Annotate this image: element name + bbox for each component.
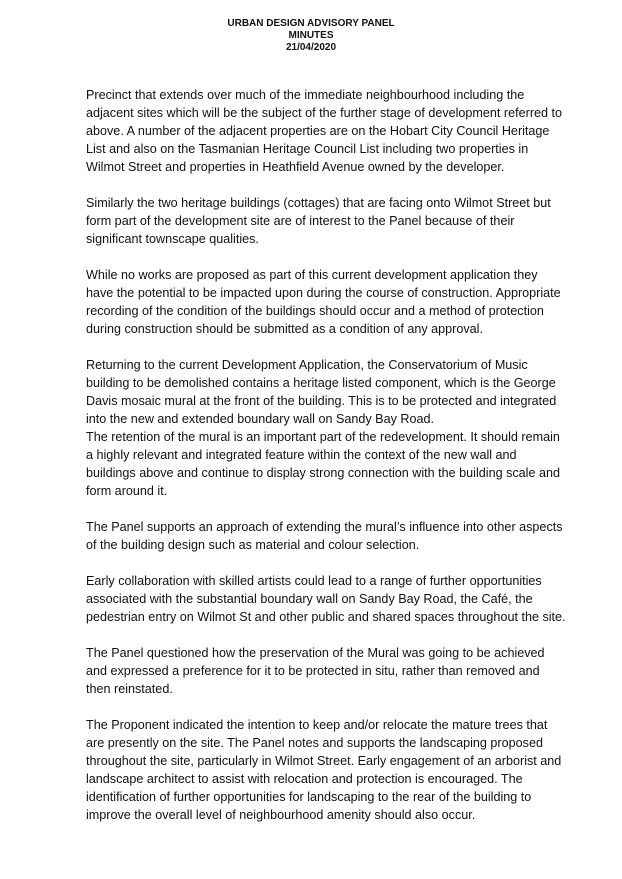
paragraph-mural-retention: The retention of the mural is an important part of the redevelopment. It should remain a highly relevant and integrated feature within the context of the new wall and buildings above and continue to display strong connection with the building scale and form around it. bbox=[86, 430, 560, 498]
paragraph-conservatorium: Returning to the current Development Application, the Conservatorium of Music building to be demolished contains a heritage listed component, which is the George Davis mosaic mural at the front of the building. This is to be protected and integrated into the new and extended boundary wall on Sandy Bay Road. bbox=[86, 358, 557, 426]
document-body bbox=[86, 86, 566, 842]
paragraph-mural-preservation: The Panel questioned how the preservation of the Mural was going to be achieved and expressed a preference for it to be protected in situ, rather than removed and then reinstated. bbox=[86, 646, 545, 696]
paragraph-artist-collaboration: Early collaboration with skilled artists could lead to a range of further opportunities associated with the substantial boundary wall on Sandy Bay Road, the Café, the pedestrian entry on Wilmot St and other public and shared spaces throughout the site. bbox=[86, 574, 566, 624]
paragraph-mural-influence: The Panel supports an approach of extending the mural’s influence into other aspects of the building design such as material and colour selection. bbox=[86, 520, 563, 552]
header-subtitle: MINUTES bbox=[288, 30, 334, 41]
header-title: URBAN DESIGN ADVISORY PANEL bbox=[227, 18, 395, 29]
header-date: 21/04/2020 bbox=[285, 42, 337, 53]
document-header bbox=[0, 18, 622, 54]
paragraph-construction-impact: While no works are proposed as part of this current development application they have the potential to be impacted upon during the course of construction. Appropriate recording of the condition of the buildings should occur and a method of protection during construction should be submitted as a condition of any approval. bbox=[86, 268, 561, 336]
paragraph-landscaping: The Proponent indicated the intention to keep and/or relocate the mature trees that are presently on the site. The Panel notes and supports the landscaping proposed throughout the site, particularly in Wilmot Street. Early engagement of an arborist and landscape architect to assist with relocation and protection is encouraged. The identification of further opportunities for landscaping to the rear of the building to improve the overall level of neighbourhood amenity should also occur. bbox=[86, 718, 562, 822]
paragraph-heritage-cottages: Similarly the two heritage buildings (cottages) that are facing onto Wilmot Street but form part of the development site are of interest to the Panel because of their significant townscape qualities. bbox=[86, 196, 551, 246]
paragraph-precinct: Precinct that extends over much of the immediate neighbourhood including the adjacent sites which will be the subject of the further stage of development referred to above. A number of the adjacent properties are on the Hobart City Council Heritage List and also on the Tasmanian Heritage Council List including two properties in Wilmot Street and properties in Heathfield Avenue owned by the developer. bbox=[86, 88, 563, 174]
